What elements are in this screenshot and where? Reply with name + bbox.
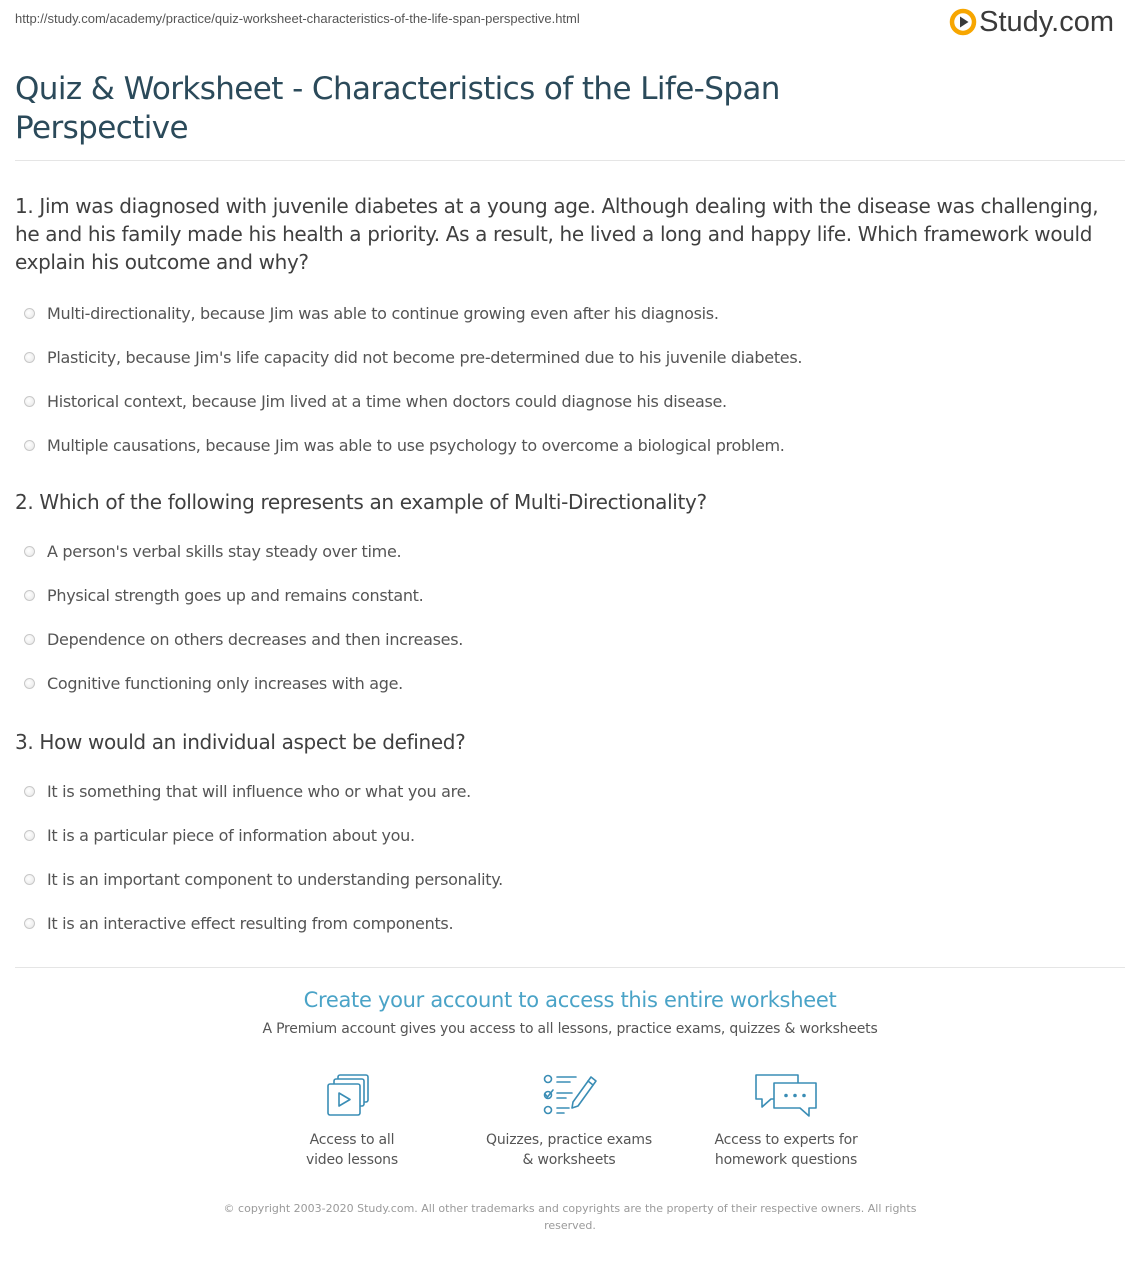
answer-option[interactable] — [15, 529, 1125, 573]
study-logo[interactable] — [949, 8, 1114, 36]
page-url: http://study.com/academy/practice/quiz-worksheet-characteristics-of-the-life-span-perspective.html — [15, 11, 580, 26]
radio-button[interactable] — [24, 352, 35, 363]
answer-list — [15, 769, 1125, 945]
question-1 — [15, 192, 1125, 467]
answer-text: Multiple causations, because Jim was able to use psychology to overcome a biological problem. — [47, 435, 785, 455]
radio-button[interactable] — [24, 440, 35, 451]
question-text: 1. Jim was diagnosed with juvenile diabetes at a young age. Although dealing with the disease was challenging, he and his family made his health a priority. As a result, he lived a long and happy life. Which framework would explain his outcome and why? — [15, 194, 1099, 274]
play-circle-logo-icon — [949, 8, 977, 36]
page-title: Quiz & Worksheet - Characteristics of the Life-Span Perspective — [15, 71, 780, 146]
answer-option[interactable] — [15, 573, 1125, 617]
answer-text: It is an interactive effect resulting from components. — [47, 913, 454, 933]
feature-quizzes — [469, 1072, 669, 1170]
question-2 — [15, 488, 1125, 705]
answer-list — [15, 291, 1125, 467]
radio-button[interactable] — [24, 396, 35, 407]
radio-button[interactable] — [24, 678, 35, 689]
answer-text: It is an important component to understanding personality. — [47, 869, 503, 889]
answer-text: It is a particular piece of information about you. — [47, 825, 415, 845]
quiz-checklist-icon — [536, 1072, 602, 1118]
answer-text: Dependence on others decreases and then increases. — [47, 629, 464, 649]
answer-option[interactable] — [15, 661, 1125, 705]
radio-button[interactable] — [24, 308, 35, 319]
video-lessons-icon — [319, 1072, 385, 1118]
radio-button[interactable] — [24, 830, 35, 841]
chat-bubbles-icon — [753, 1072, 819, 1118]
answer-text: Cognitive functioning only increases with age. — [47, 673, 403, 693]
answer-option[interactable] — [15, 857, 1125, 901]
answer-text: Multi-directionality, because Jim was able to continue growing even after his diagnosis. — [47, 303, 719, 323]
answer-list — [15, 529, 1125, 705]
copyright-text: © copyright 2003-2020 Study.com. All other trademarks and copyrights are the property of their respective owners. All rights reserved. — [223, 1202, 917, 1232]
radio-button[interactable] — [24, 786, 35, 797]
answer-option[interactable] — [15, 423, 1125, 467]
feature-label-line: Quizzes, practice exams — [486, 1132, 652, 1148]
feature-label-line: Access to all — [309, 1132, 395, 1148]
feature-video-lessons — [252, 1072, 452, 1170]
question-text: 2. Which of the following represents an example of Multi-Directionality? — [15, 490, 707, 514]
answer-text: Historical context, because Jim lived at a time when doctors could diagnose his disease. — [47, 391, 727, 411]
radio-button[interactable] — [24, 918, 35, 929]
feature-label-line: & worksheets — [522, 1152, 616, 1168]
divider — [15, 160, 1125, 161]
question-text: 3. How would an individual aspect be defined? — [15, 730, 466, 754]
feature-label-line: homework questions — [714, 1152, 858, 1168]
answer-option[interactable] — [15, 291, 1125, 335]
answer-text: Physical strength goes up and remains constant. — [47, 585, 424, 605]
create-account-link[interactable]: Create your account to access this entire worksheet — [303, 988, 837, 1012]
feature-experts — [686, 1072, 886, 1170]
answer-option[interactable] — [15, 813, 1125, 857]
top-bar — [0, 0, 1140, 44]
radio-button[interactable] — [24, 634, 35, 645]
radio-button[interactable] — [24, 546, 35, 557]
divider — [15, 967, 1125, 968]
answer-text: It is something that will influence who or what you are. — [47, 781, 471, 801]
radio-button[interactable] — [24, 590, 35, 601]
answer-text: Plasticity, because Jim's life capacity did not become pre-determined due to his juvenile diabetes. — [47, 347, 803, 367]
answer-option[interactable] — [15, 901, 1125, 945]
answer-option[interactable] — [15, 617, 1125, 661]
answer-option[interactable] — [15, 335, 1125, 379]
question-3 — [15, 728, 1125, 945]
logo-wordmark: Study.com — [979, 6, 1114, 38]
answer-text: A person's verbal skills stay steady over time. — [47, 541, 402, 561]
feature-label-line: Access to experts for — [714, 1132, 858, 1148]
premium-description: A Premium account gives you access to all lessons, practice exams, quizzes & worksheets — [262, 1021, 878, 1037]
feature-label-line: video lessons — [306, 1152, 398, 1168]
radio-button[interactable] — [24, 874, 35, 885]
answer-option[interactable] — [15, 769, 1125, 813]
answer-option[interactable] — [15, 379, 1125, 423]
